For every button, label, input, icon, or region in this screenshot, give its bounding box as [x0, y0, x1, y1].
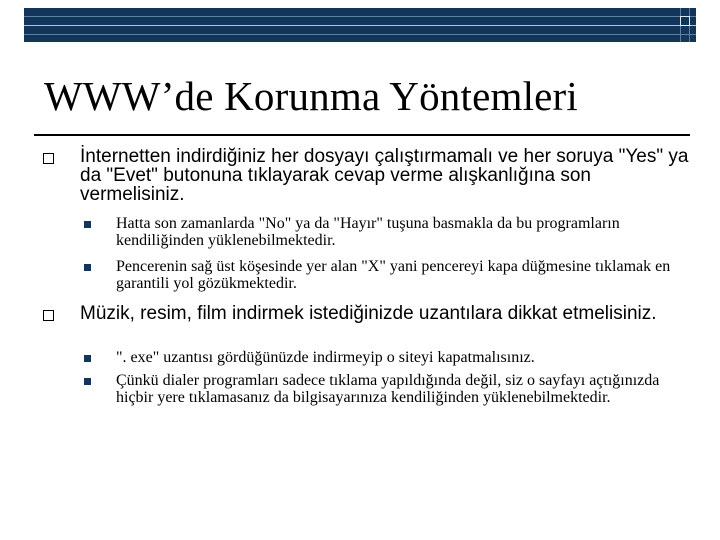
filled-square-bullet-icon	[84, 221, 91, 228]
hollow-square-bullet-icon	[43, 153, 54, 164]
filled-square-bullet-icon	[84, 355, 91, 362]
sub-bullet-text: Çünkü dialer programları sadece tıklama yapıldığında değil, siz o sayfayı açtığınızda hiçbir yere tıklamasanız da bilgisayarınıza kendiliğinden yüklenebilmektedir.	[116, 372, 660, 406]
filled-square-bullet-icon	[84, 264, 91, 271]
filled-square-bullet-icon	[84, 378, 91, 385]
bullet-text: İnternetten indirdiğiniz her dosyayı çalıştırmamalı ve her soruya "Yes" ya da "Evet" butonuna tıklayarak cevap verme alışkanlığına son vermelisiniz.	[80, 146, 689, 205]
bullet-text: Müzik, resim, film indirmek istediğinizde uzantılara dikkat etmelisiniz.	[80, 303, 657, 324]
sub-bullet-text: Hatta son zamanlarda "No" ya da "Hayır" tuşuna basmakla da bu programların kendiliğinden yüklenebilmektedir.	[116, 215, 620, 249]
slide-title: WWW’de Korunma Yöntemleri	[44, 73, 578, 119]
sub-bullet-text: ". exe" uzantısı gördüğünüzde indirmeyip o siteyi kapatmalısınız.	[116, 349, 535, 366]
hollow-square-bullet-icon	[43, 310, 54, 321]
sub-bullet-text: Pencerenin sağ üst köşesinde yer alan "X" yani pencereyi kapa düğmesine tıklamak en garantili yol gözükmektedir.	[116, 258, 671, 292]
